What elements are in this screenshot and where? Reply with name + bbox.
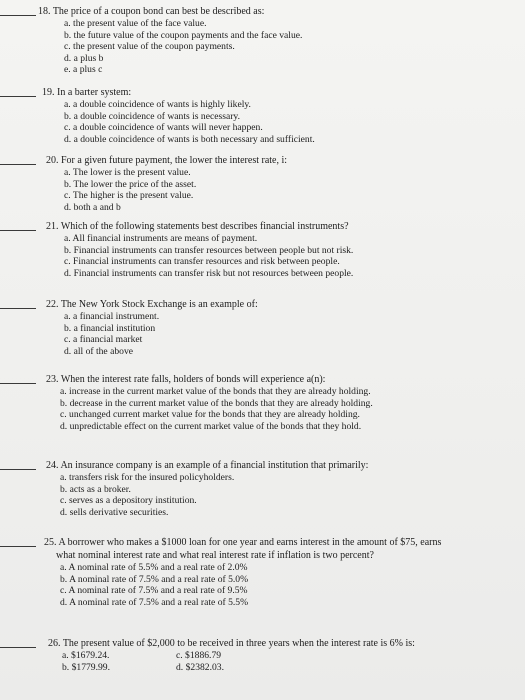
option: b. the future value of the coupon payments and the face value. — [64, 29, 303, 41]
question-number: 22 — [46, 299, 56, 310]
option: c. The higher is the present value. — [64, 190, 194, 201]
question-text: A borrower who makes a $1000 loan for one year and earns interest in the amount of $75, earns — [58, 537, 442, 548]
option: d. a double coincidence of wants is both necessary and sufficient. — [64, 133, 315, 145]
answer-blank[interactable] — [0, 230, 36, 231]
question-text: The price of a coupon bond can best be described as: — [52, 6, 265, 17]
option: a. a double coincidence of wants is highly likely. — [64, 99, 251, 110]
option: e. a plus c — [64, 64, 103, 75]
option: d. sells derivative securities. — [60, 506, 169, 518]
option: d. unpredictable effect on the current market value of the bonds that they hold. — [60, 420, 362, 432]
option: c. $1886.79 — [176, 650, 222, 661]
option-row — [0, 662, 525, 674]
option: d. A nominal rate of 7.5% and a real rate of 5.5% — [60, 596, 249, 608]
option: a. a financial instrument. — [64, 311, 160, 322]
question-number: 24 — [46, 460, 56, 471]
answer-blank[interactable] — [0, 383, 36, 384]
question-number: 18 — [38, 6, 48, 17]
question-text: When the interest rate falls, holders of bonds will experience a(n): — [60, 374, 326, 385]
question-21: 21. Which of the following statements best describes financial instruments? a. All financial instruments are means of payment. b. Financial instruments can transfer resources between people but not risk. c. Financial instruments can transfer resources and risk between people. d. Financial instruments can transfer risk but not resources between people. — [0, 220, 525, 279]
option: c. a double coincidence of wants will never happen. — [64, 122, 263, 133]
question-number: 19 — [42, 87, 52, 98]
question-26: 26. The present value of $2,000 to be received in three years when the interest rate is 6% is: a. $1679.24. c. $1886.79 b. $1779.99. d. $2382.03. — [0, 637, 525, 673]
answer-blank[interactable] — [0, 546, 36, 547]
question-text: The present value of $2,000 to be received in three years when the interest rate is 6% is: — [62, 638, 415, 649]
question-text: An insurance company is an example of a financial institution that primarily: — [60, 460, 369, 471]
question-number: 26 — [48, 638, 58, 649]
option: d. $2382.03. — [176, 661, 224, 673]
question-text-continued: what nominal interest rate and what real interest rate if inflation is two percent? — [56, 550, 374, 561]
option: b. decrease in the current market value of the bonds that they are already holding. — [60, 397, 373, 409]
option: b. acts as a broker. — [60, 483, 131, 495]
question-text: Which of the following statements best describes financial instruments? — [60, 221, 349, 232]
option: a. $1679.24. — [62, 650, 110, 661]
question-19: 19. In a barter system: a. a double coincidence of wants is highly likely. b. a double coincidence of wants is necessary. c. a double coincidence of wants will never happen. d. a double coincidence of wants is both necessary and sufficient. — [0, 86, 525, 145]
option: b. $1779.99. — [62, 661, 110, 673]
option: d. all of the above — [64, 345, 133, 357]
option: b. a double coincidence of wants is necessary. — [64, 110, 240, 122]
answer-blank[interactable] — [0, 164, 36, 165]
question-25: 25. A borrower who makes a $1000 loan for one year and earns interest in the amount of $75, earns what nominal interest rate and what real interest rate if inflation is two percent? a. A nominal rate of 5.5% and a real rate of 2.0% b. A nominal rate of 7.5% and a real rate of 5.0% c. A nominal rate of 7.5% and a real rate of 9.5% d. A nominal rate of 7.5% and a real rate of 5.5% — [0, 536, 525, 608]
option: b. Financial instruments can transfer resources between people but not risk. — [64, 244, 354, 256]
question-23: 23. When the interest rate falls, holders of bonds will experience a(n): a. increase in the current market value of the bonds that they are already holding. b. decrease in the current market value of the bonds that they are already holding. c. unchanged current market value for the bonds that they are already holding. d. unpredictable effect on the current market value of the bonds that they hold. — [0, 373, 525, 432]
answer-blank[interactable] — [0, 308, 36, 309]
option: c. unchanged current market value for the bonds that they are already holding. — [60, 409, 360, 420]
question-text: The New York Stock Exchange is an example of: — [60, 299, 258, 310]
option: a. transfers risk for the insured policyholders. — [60, 472, 235, 483]
answer-blank[interactable] — [0, 15, 36, 16]
option: d. both a and b — [64, 201, 121, 213]
question-number: 20 — [46, 155, 56, 166]
option: a. A nominal rate of 5.5% and a real rate of 2.0% — [60, 562, 248, 573]
question-20: 20. For a given future payment, the lower the interest rate, i: a. The lower is the present value. b. The lower the price of the asset. c. The higher is the present value. d. both a and b — [0, 154, 525, 213]
option: b. a financial institution — [64, 322, 156, 334]
option-row — [0, 650, 525, 662]
option: c. serves as a depository institution. — [60, 495, 197, 506]
option: a. All financial instruments are means of payment. — [64, 233, 258, 244]
option: d. Financial instruments can transfer risk but not resources between people. — [64, 267, 354, 279]
option: d. a plus b — [64, 52, 104, 64]
option: c. the present value of the coupon payments. — [64, 41, 235, 52]
option: a. the present value of the face value. — [64, 18, 207, 29]
option: c. A nominal rate of 7.5% and a real rate of 9.5% — [60, 585, 248, 596]
question-22: 22. The New York Stock Exchange is an example of: a. a financial instrument. b. a financial institution c. a financial market d. all of the above — [0, 298, 525, 357]
question-24: 24. An insurance company is an example of a financial institution that primarily: a. transfers risk for the insured policyholders. b. acts as a broker. c. serves as a depository institution. d. sells derivative securities. — [0, 459, 525, 518]
option: a. increase in the current market value of the bonds that they are already holding. — [60, 386, 371, 397]
answer-blank[interactable] — [0, 469, 36, 470]
question-number: 23 — [46, 374, 56, 385]
option: b. The lower the price of the asset. — [64, 178, 197, 190]
question-text: For a given future payment, the lower the interest rate, i: — [61, 155, 288, 166]
answer-blank[interactable] — [0, 647, 36, 648]
option: c. a financial market — [64, 334, 143, 345]
question-number: 21 — [46, 221, 56, 232]
question-number: 25 — [44, 537, 54, 548]
option: c. Financial instruments can transfer resources and risk between people. — [64, 256, 340, 267]
option: b. A nominal rate of 7.5% and a real rate of 5.0% — [60, 573, 249, 585]
option: a. The lower is the present value. — [64, 167, 191, 178]
question-text: In a barter system: — [57, 87, 132, 98]
answer-blank[interactable] — [0, 96, 36, 97]
question-18: 18. The price of a coupon bond can best be described as: a. the present value of the face value. b. the future value of the coupon payments and the face value. c. the present value of the coupon payments. d. a plus b e. a plus c — [0, 5, 525, 76]
